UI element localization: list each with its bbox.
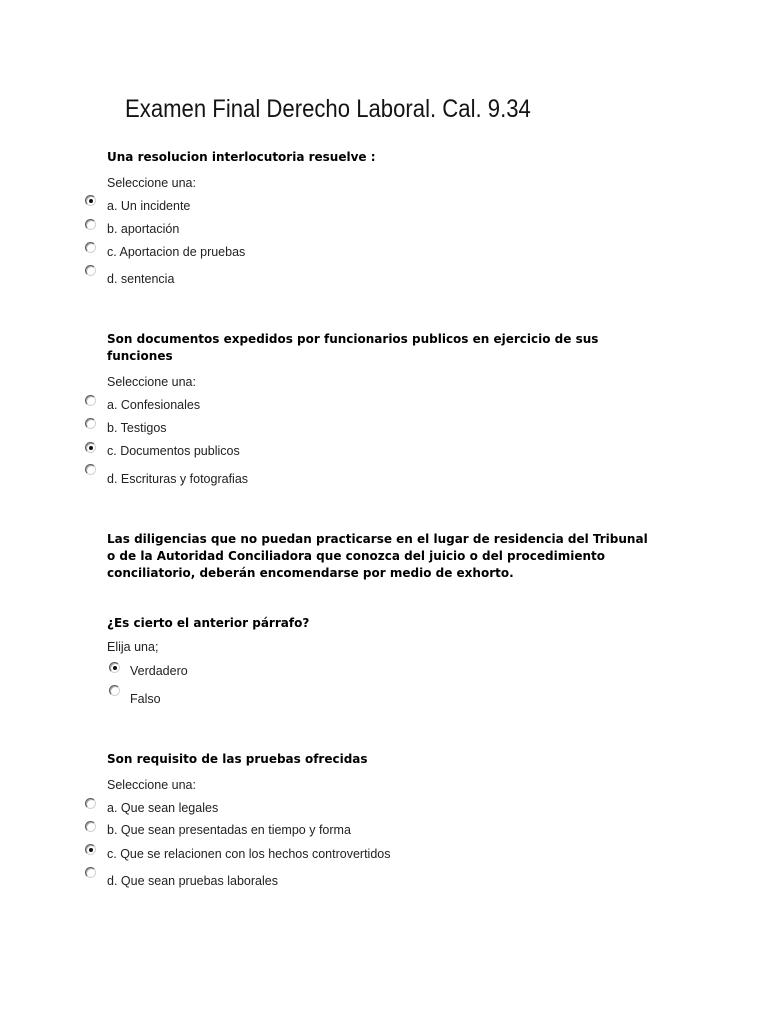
question-3-text-line-1: Las diligencias que no puedan practicarse en el lugar de residencia del Tribunal bbox=[107, 532, 648, 546]
question-3-prompt: Elija una; bbox=[107, 640, 159, 654]
option-2d-radio[interactable] bbox=[85, 464, 96, 475]
option-2b-label[interactable]: b. Testigos bbox=[107, 421, 167, 435]
question-3-text-line-2: o de la Autoridad Conciliadora que conozca del juicio o del procedimiento bbox=[107, 549, 606, 563]
option-2d-label[interactable]: d. Escrituras y fotografias bbox=[107, 472, 249, 486]
option-2b-radio[interactable] bbox=[85, 418, 96, 429]
option-1b-label[interactable]: b. aportación bbox=[107, 222, 180, 236]
option-1b-radio[interactable] bbox=[85, 219, 96, 230]
question-1-text: Una resolucion interlocutoria resuelve : bbox=[107, 150, 376, 164]
option-true-label[interactable]: Verdadero bbox=[130, 664, 188, 678]
question-2-text-line-1: Son documentos expedidos por funcionarios publicos en ejercicio de sus bbox=[107, 332, 599, 346]
question-1-prompt: Seleccione una: bbox=[107, 176, 196, 190]
option-2c-label[interactable]: c. Documentos publicos bbox=[107, 444, 240, 458]
option-true-radio[interactable] bbox=[109, 662, 120, 673]
page-title: Examen Final Derecho Laboral. Cal. 9.34 bbox=[125, 95, 531, 123]
option-1d-label[interactable]: d. sentencia bbox=[107, 272, 175, 286]
option-4d-radio[interactable] bbox=[85, 867, 96, 878]
question-3-question: ¿Es cierto el anterior párrafo? bbox=[107, 616, 310, 630]
option-false-label[interactable]: Falso bbox=[130, 692, 161, 706]
option-4c-radio[interactable] bbox=[85, 844, 96, 855]
question-2-prompt: Seleccione una: bbox=[107, 375, 196, 389]
option-1c-radio[interactable] bbox=[85, 242, 96, 253]
option-2a-label[interactable]: a. Confesionales bbox=[107, 398, 201, 412]
question-4-prompt: Seleccione una: bbox=[107, 778, 196, 792]
option-4c-label[interactable]: c. Que se relacionen con los hechos controvertidos bbox=[107, 847, 391, 861]
question-3-text-line-3: conciliatorio, deberán encomendarse por medio de exhorto. bbox=[107, 566, 514, 580]
option-4a-radio[interactable] bbox=[85, 798, 96, 809]
option-1a-radio[interactable] bbox=[85, 195, 96, 206]
option-4b-label[interactable]: b. Que sean presentadas en tiempo y forma bbox=[107, 823, 351, 837]
option-false-radio[interactable] bbox=[109, 685, 120, 696]
option-2c-radio[interactable] bbox=[85, 442, 96, 453]
option-1c-label[interactable]: c. Aportacion de pruebas bbox=[107, 245, 246, 259]
option-1a-label[interactable]: a. Un incidente bbox=[107, 199, 191, 213]
option-4b-radio[interactable] bbox=[85, 821, 96, 832]
question-2-text-line-2: funciones bbox=[107, 349, 173, 363]
option-1d-radio[interactable] bbox=[85, 265, 96, 276]
option-4a-label[interactable]: a. Que sean legales bbox=[107, 801, 219, 815]
option-4d-label[interactable]: d. Que sean pruebas laborales bbox=[107, 874, 278, 888]
option-2a-radio[interactable] bbox=[85, 395, 96, 406]
question-4-text: Son requisito de las pruebas ofrecidas bbox=[107, 752, 368, 766]
